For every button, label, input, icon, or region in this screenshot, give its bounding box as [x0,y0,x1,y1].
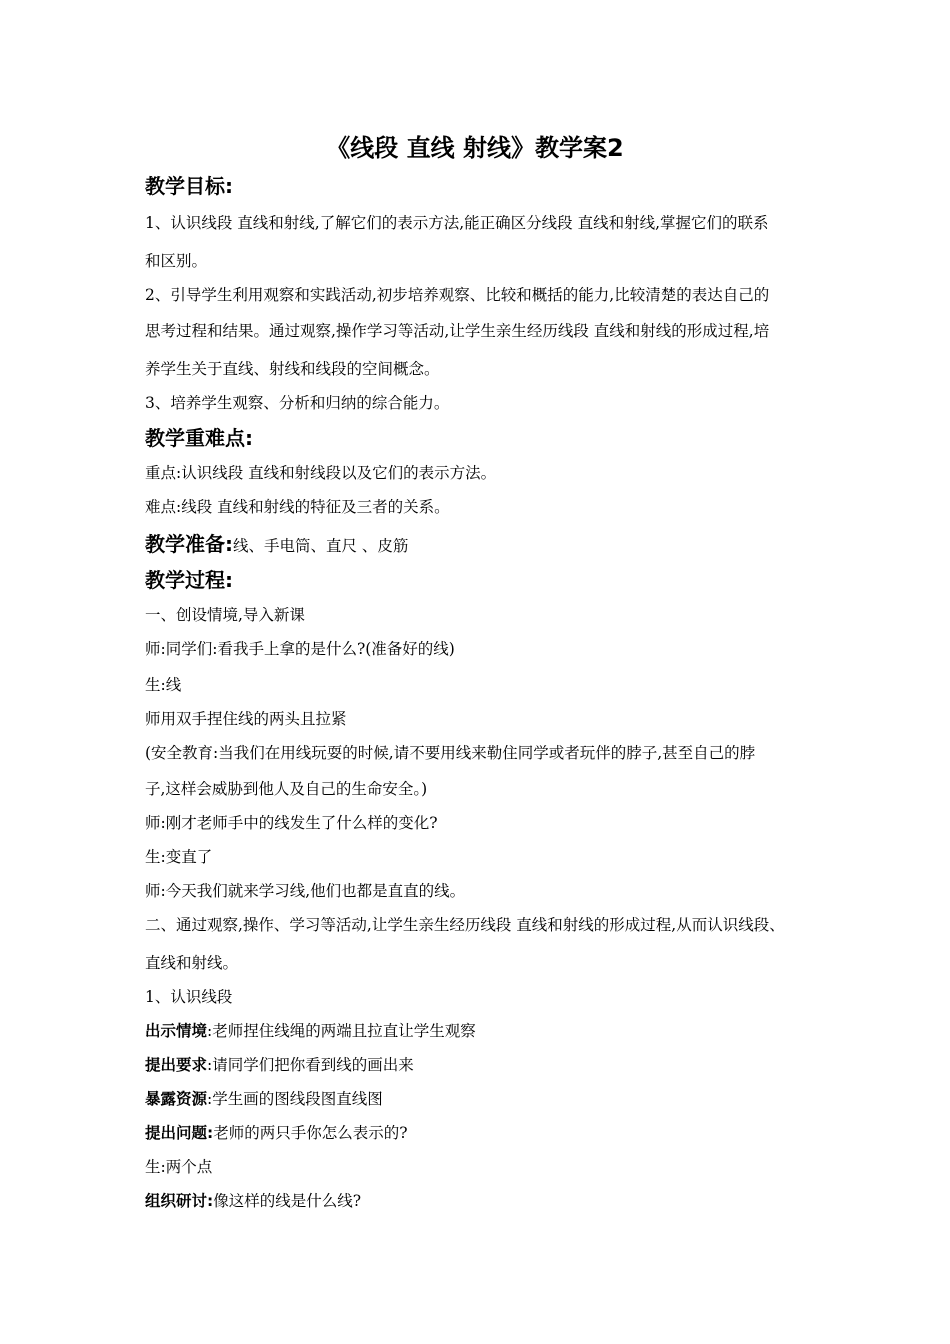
process-line: 生:变直了 [145,848,213,866]
step-line [145,1122,817,1144]
process-line: 生:线 [145,676,182,694]
process-line: 师:今天我们就来学习线,他们也都是直直的线。 [145,882,466,900]
process-line: 师:同学们:看我手上拿的是什么?(准备好的线) [145,640,455,658]
objective-line: 养学生关于直线、射线和线段的空间概念。 [145,360,440,378]
objective-line: 3、培养学生观察、分析和归纳的综合能力。 [145,394,450,412]
process-line: 一、创设情境,导入新课 [145,606,305,624]
step-line [145,1088,817,1110]
process-line: 师用双手捏住线的两头且拉紧 [145,710,347,728]
prep-heading: 教学准备: [145,532,233,556]
step-label: 提出问题: [145,1124,214,1142]
objective-line: 思考过程和结果。通过观察,操作学习等活动,让学生亲生经历线段 直线和射线的形成过程,培 [145,322,770,340]
step-line [145,1020,817,1042]
step-label: 暴露资源 [145,1090,208,1108]
prep-items: 线、手电筒、直尺 、皮筋 [233,537,409,555]
keypoint-line: 难点:线段 直线和射线的特征及三者的关系。 [145,498,450,516]
objective-line: 和区别。 [145,252,208,270]
process-line: 师:刚才老师手中的线发生了什么样的变化? [145,814,438,832]
discussion-line [145,1190,817,1212]
step-label: 出示情境 [145,1022,208,1040]
objective-line: 2、引导学生利用观察和实践活动,初步培养观察、比较和概括的能力,比较清楚的表达自己的 [145,286,770,304]
process-line: 二、通过观察,操作、学习等活动,让学生亲生经历线段 直线和射线的形成过程,从而认识线段、 [145,916,785,934]
step-text: :请同学们把你看到线的画出来 [207,1056,414,1074]
process-line: (安全教育:当我们在用线玩耍的时候,请不要用线来勒住同学或者玩伴的脖子,甚至自己的脖 [145,744,756,762]
step-text: 老师的两只手你怎么表示的? [213,1124,408,1142]
objectives-heading: 教学目标: [145,174,233,198]
answer-line: 生:两个点 [145,1158,213,1176]
document-title: 《线段 直线 射线》教学案2 [326,134,624,162]
step-text: :老师捏住线绳的两端且拉直让学生观察 [207,1022,476,1040]
step-text: :学生画的图线段图直线图 [207,1090,383,1108]
discussion-label: 组织研讨: [145,1192,214,1210]
process-line: 1、认识线段 [145,988,233,1006]
process-line: 直线和射线。 [145,954,239,972]
discussion-text: 像这样的线是什么线? [213,1192,362,1210]
keypoint-line: 重点:认识线段 直线和射线段以及它们的表示方法。 [145,464,497,482]
process-heading: 教学过程: [145,568,233,592]
objective-line: 1、认识线段 直线和射线,了解它们的表示方法,能正确区分线段 直线和射线,掌握它们的联系 [145,214,769,232]
step-line [145,1054,817,1076]
keypoints-heading: 教学重难点: [145,426,253,450]
step-label: 提出要求 [145,1056,208,1074]
process-line: 子,这样会威胁到他人及自己的生命安全。) [145,780,428,798]
prep-line [145,530,817,558]
